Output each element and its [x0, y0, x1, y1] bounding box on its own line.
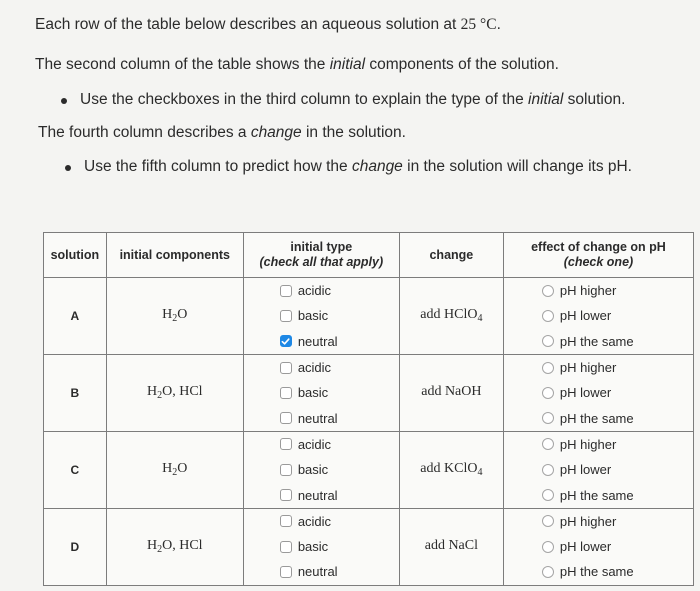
- intro-line-3-b: in the solution.: [301, 124, 406, 141]
- intro-line-2-em: initial: [329, 56, 366, 73]
- bullet-1-em: initial: [528, 91, 564, 108]
- comp-part: H: [162, 307, 173, 323]
- comp-part: O: [177, 307, 188, 323]
- change-description: [399, 431, 503, 508]
- radio-button[interactable]: [542, 310, 554, 322]
- checkbox[interactable]: [280, 412, 292, 424]
- checkbox[interactable]: [280, 362, 292, 374]
- radio-button[interactable]: [542, 541, 554, 553]
- type-option-label: neutral: [297, 564, 338, 580]
- solution-letter: D: [44, 508, 107, 585]
- bullet-2: [84, 158, 632, 176]
- checkbox[interactable]: [280, 285, 292, 297]
- bullet-2-b: in the solution will change its pH.: [402, 158, 632, 175]
- type-option-basic[interactable]: [244, 457, 399, 482]
- change-text: add KClO: [420, 461, 478, 477]
- header-row: [44, 233, 694, 278]
- effect-option-label: pH lower: [559, 308, 612, 324]
- initial-components: [106, 431, 243, 508]
- comp-part: O, HCl: [162, 384, 203, 400]
- checkbox[interactable]: [280, 515, 292, 527]
- change-subscript: 4: [477, 313, 483, 325]
- solutions-table: [43, 232, 694, 586]
- effect-option-label: pH higher: [559, 360, 617, 376]
- initial-components: [106, 508, 243, 585]
- effect-option[interactable]: [504, 303, 693, 328]
- checkbox[interactable]: [280, 566, 292, 578]
- type-option-label: basic: [297, 539, 329, 555]
- intro-line-2-a: The second column of the table shows the: [35, 56, 330, 73]
- type-option-acidic[interactable]: [244, 509, 399, 534]
- effect-options: [503, 508, 693, 585]
- effect-option[interactable]: [504, 534, 693, 559]
- effect-option[interactable]: [504, 457, 693, 482]
- type-option-neutral[interactable]: [244, 329, 399, 354]
- type-option-label: acidic: [297, 283, 332, 299]
- header-initial-components: initial components: [106, 233, 243, 278]
- effect-option[interactable]: [504, 509, 693, 534]
- effect-option[interactable]: [504, 329, 693, 354]
- intro-line-3-em: change: [250, 124, 302, 141]
- bullet-1-b: solution.: [563, 91, 626, 108]
- comp-subscript: 2: [172, 313, 178, 325]
- type-option-label: basic: [297, 308, 329, 324]
- initial-type-options: [243, 431, 399, 508]
- checkbox[interactable]: [280, 387, 292, 399]
- type-option-basic[interactable]: [244, 303, 399, 328]
- checkbox[interactable]: [280, 489, 292, 501]
- comp-part: H: [147, 384, 158, 400]
- type-option-label: acidic: [297, 436, 332, 452]
- effect-option-label: pH the same: [559, 564, 634, 580]
- effect-option-label: pH lower: [559, 462, 612, 478]
- comp-subscript: 2: [157, 390, 163, 402]
- bullet-1: [80, 91, 625, 109]
- intro-line-2-b: components of the solution.: [365, 56, 559, 73]
- header-effect: [503, 233, 693, 278]
- intro-line-1-text: Each row of the table below describes an aqueous solution at: [35, 16, 461, 33]
- initial-type-options: [243, 278, 399, 355]
- radio-button[interactable]: [542, 515, 554, 527]
- effect-option[interactable]: [504, 405, 693, 430]
- effect-option[interactable]: [504, 482, 693, 507]
- radio-button[interactable]: [542, 566, 554, 578]
- initial-components: [106, 354, 243, 431]
- radio-button[interactable]: [542, 412, 554, 424]
- change-text: add NaOH: [421, 384, 482, 400]
- type-option-label: neutral: [297, 410, 338, 426]
- effect-option-label: pH the same: [559, 487, 634, 503]
- table-row: [44, 508, 694, 585]
- type-option-basic[interactable]: [244, 534, 399, 559]
- initial-type-options: [243, 354, 399, 431]
- checkmark-icon: [281, 337, 290, 346]
- radio-button[interactable]: [542, 464, 554, 476]
- effect-option-label: pH lower: [559, 539, 612, 555]
- checkbox[interactable]: [280, 438, 292, 450]
- header-effect-hint: (check one): [563, 255, 634, 269]
- header-initial-type: [243, 233, 399, 278]
- effect-option[interactable]: [504, 355, 693, 380]
- checked-checkbox[interactable]: [280, 335, 292, 347]
- radio-button[interactable]: [542, 335, 554, 347]
- type-option-label: acidic: [297, 513, 332, 529]
- comp-part: O, HCl: [162, 538, 203, 554]
- type-option-label: basic: [297, 462, 329, 478]
- comp-part: H: [147, 538, 158, 554]
- radio-button[interactable]: [542, 438, 554, 450]
- change-description: [399, 508, 503, 585]
- change-subscript: 4: [477, 467, 483, 479]
- table-row: [44, 431, 694, 508]
- bullet-2-em: change: [351, 158, 403, 175]
- intro-line-3-a: The fourth column describes a: [38, 124, 251, 141]
- header-initial-type-hint: (check all that apply): [259, 255, 384, 269]
- table-row: [44, 278, 694, 355]
- bullet-1-a: Use the checkboxes in the third column to explain the type of the: [80, 91, 529, 108]
- intro-line-3: [38, 124, 406, 142]
- comp-part: H: [162, 461, 173, 477]
- type-option-acidic[interactable]: [244, 432, 399, 457]
- table-row: [44, 354, 694, 431]
- intro-line-1-end: .: [496, 16, 501, 33]
- effect-option-label: pH higher: [559, 513, 617, 529]
- radio-button[interactable]: [542, 362, 554, 374]
- comp-part: O: [177, 461, 188, 477]
- radio-button[interactable]: [542, 285, 554, 297]
- effect-option-label: pH higher: [559, 283, 617, 299]
- change-description: [399, 278, 503, 355]
- initial-type-options: [243, 508, 399, 585]
- effect-options: [503, 431, 693, 508]
- type-option-neutral[interactable]: [244, 482, 399, 507]
- solution-letter: C: [44, 431, 107, 508]
- change-description: [399, 354, 503, 431]
- checkbox[interactable]: [280, 541, 292, 553]
- effect-option[interactable]: [504, 380, 693, 405]
- effect-option-label: pH higher: [559, 436, 617, 452]
- comp-subscript: 2: [157, 544, 163, 556]
- radio-button[interactable]: [542, 387, 554, 399]
- effect-option-label: pH the same: [559, 333, 634, 349]
- change-text: add HClO: [420, 307, 478, 323]
- type-option-acidic[interactable]: [244, 355, 399, 380]
- effect-option-label: pH the same: [559, 410, 634, 426]
- type-option-label: acidic: [297, 360, 332, 376]
- header-solution: solution: [44, 233, 107, 278]
- comp-subscript: 2: [172, 467, 178, 479]
- effect-option[interactable]: [504, 559, 693, 584]
- initial-components: [106, 278, 243, 355]
- effect-option-label: pH lower: [559, 385, 612, 401]
- type-option-basic[interactable]: [244, 380, 399, 405]
- bullet-2-a: Use the fifth column to predict how the: [84, 158, 352, 175]
- type-option-label: basic: [297, 385, 329, 401]
- solution-letter: B: [44, 354, 107, 431]
- effect-option[interactable]: [504, 278, 693, 303]
- type-option-label: neutral: [297, 487, 338, 503]
- radio-button[interactable]: [542, 489, 554, 501]
- type-option-acidic[interactable]: [244, 278, 399, 303]
- type-option-neutral[interactable]: [244, 559, 399, 584]
- intro-line-2: [35, 56, 559, 74]
- change-text: add NaCl: [424, 538, 478, 554]
- effect-options: [503, 278, 693, 355]
- checkbox[interactable]: [280, 310, 292, 322]
- header-effect-title: effect of change on pH: [531, 240, 666, 254]
- effect-option[interactable]: [504, 432, 693, 457]
- type-option-label: neutral: [297, 333, 338, 349]
- solution-letter: A: [44, 278, 107, 355]
- header-change: change: [399, 233, 503, 278]
- temperature: 25 °C: [460, 16, 497, 33]
- header-initial-type-title: initial type: [290, 240, 353, 254]
- effect-options: [503, 354, 693, 431]
- checkbox[interactable]: [280, 464, 292, 476]
- type-option-neutral[interactable]: [244, 405, 399, 430]
- intro-line-1: [35, 16, 501, 34]
